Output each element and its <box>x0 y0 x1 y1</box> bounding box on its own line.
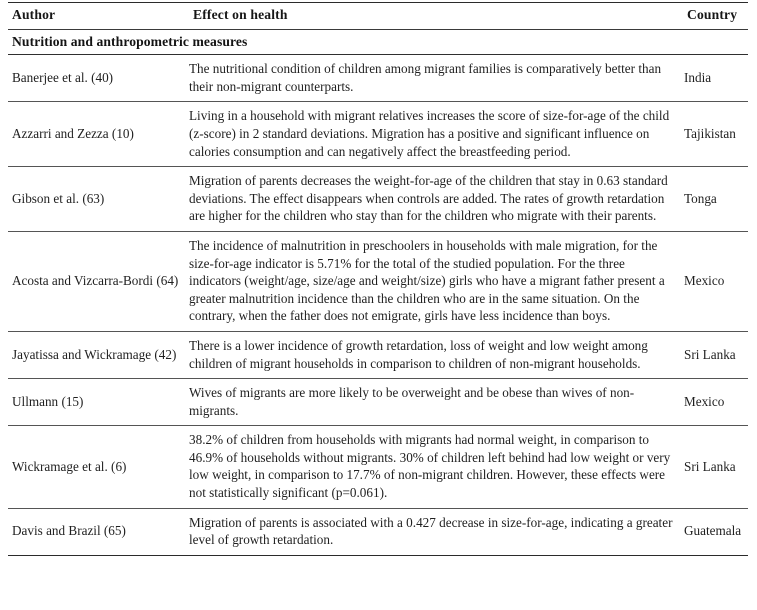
column-header-country: Country <box>680 3 748 30</box>
column-header-effect: Effect on health <box>185 3 680 30</box>
cell-author: Wickramage et al. (6) <box>8 426 185 508</box>
table-header-row <box>8 3 748 30</box>
cell-effect: The incidence of malnutrition in preschoolers in households with male migration, for the size-for-age indicator is 5.71% for the total of the studied population. For the three indicators (weight/age, size/age and weight/size) girls who have a migrant father present a greater malnutrition incidence than the children who are in the same situation. On the contrary, when the father does not emigrate, girls have less incidence than boys. <box>185 231 680 331</box>
table-row <box>8 426 748 508</box>
cell-country: Tajikistan <box>680 102 748 167</box>
cell-country: Sri Lanka <box>680 331 748 378</box>
cell-country: Guatemala <box>680 508 748 555</box>
table-row <box>8 231 748 331</box>
cell-country: Sri Lanka <box>680 426 748 508</box>
table-row <box>8 102 748 167</box>
table-body <box>8 29 748 555</box>
table-row <box>8 379 748 426</box>
cell-author: Banerjee et al. (40) <box>8 55 185 102</box>
cell-country: Tonga <box>680 167 748 232</box>
cell-author: Azzarri and Zezza (10) <box>8 102 185 167</box>
cell-author: Acosta and Vizcarra-Bordi (64) <box>8 231 185 331</box>
cell-effect: There is a lower incidence of growth retardation, loss of weight and low weight among children of migrant households in comparison to children of non-migrant households. <box>185 331 680 378</box>
table-row <box>8 508 748 555</box>
cell-author: Jayatissa and Wickramage (42) <box>8 331 185 378</box>
table-row <box>8 167 748 232</box>
table-row <box>8 55 748 102</box>
section-title-nutrition: Nutrition and anthropometric measures <box>8 29 748 55</box>
cell-country: India <box>680 55 748 102</box>
cell-effect: Living in a household with migrant relatives increases the score of size-for-age of the child (z-score) in 2 standard deviations. Migration has a positive and significant influence on calories consumption and can negatively affect the breastfeeding period. <box>185 102 680 167</box>
cell-effect: Wives of migrants are more likely to be overweight and be obese than wives of non-migrants. <box>185 379 680 426</box>
cell-effect: The nutritional condition of children among migrant families is comparatively better than their non-migrant counterparts. <box>185 55 680 102</box>
cell-effect: Migration of parents is associated with a 0.427 decrease in size-for-age, indicating a greater level of growth retardation. <box>185 508 680 555</box>
cell-author: Ullmann (15) <box>8 379 185 426</box>
table-row <box>8 331 748 378</box>
cell-country: Mexico <box>680 231 748 331</box>
section-header-row <box>8 29 748 55</box>
table-head <box>8 3 748 30</box>
cell-effect: 38.2% of children from households with migrants had normal weight, in comparison to 46.9% of households without migrants. 30% of children left behind had low weight or very low weight, in comparison to 17.7% of non-migrant children. However, these effects were not statistically significant (p=0.061). <box>185 426 680 508</box>
cell-effect: Migration of parents decreases the weight-for-age of the children that stay in 0.63 standard deviations. The effect disappears when controls are added. The rates of growth retardation are higher for the children who stay than for the children who migrate with their parents. <box>185 167 680 232</box>
study-results-table <box>8 2 748 556</box>
cell-author: Gibson et al. (63) <box>8 167 185 232</box>
column-header-author: Author <box>8 3 185 30</box>
cell-country: Mexico <box>680 379 748 426</box>
cell-author: Davis and Brazil (65) <box>8 508 185 555</box>
